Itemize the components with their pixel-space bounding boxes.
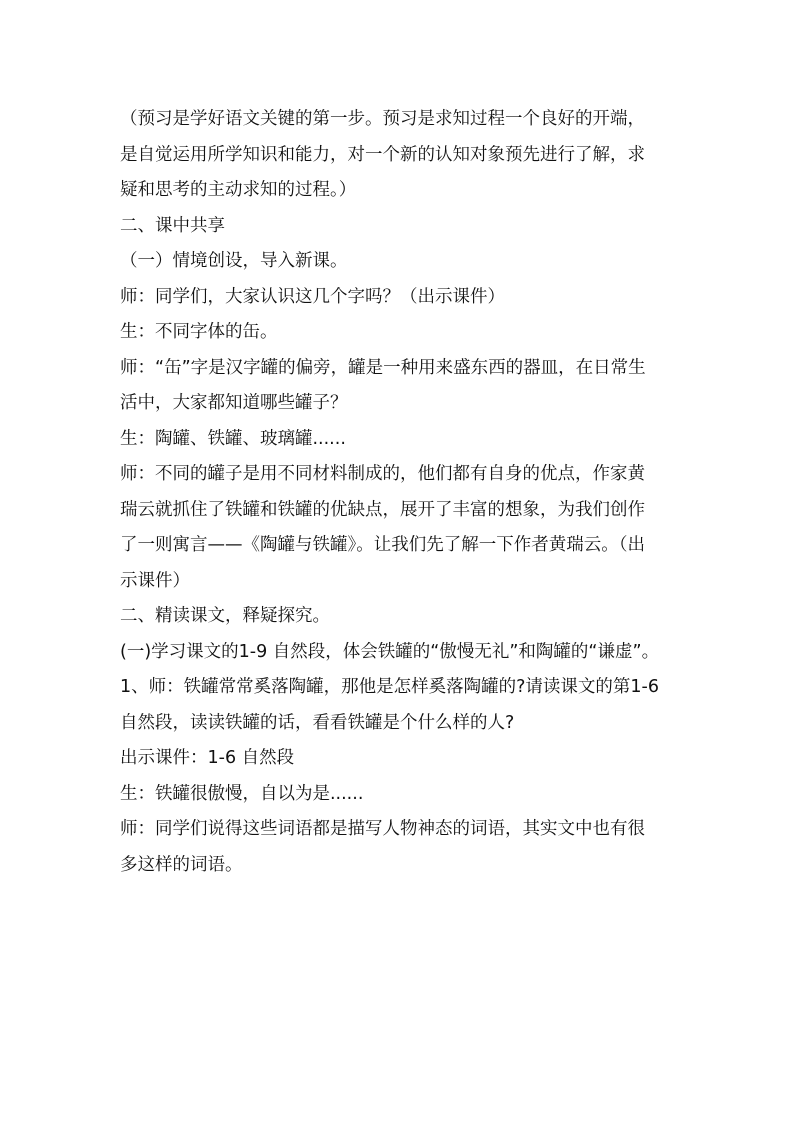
teacher-line: 1、师：铁罐常常奚落陶罐，那他是怎样奚落陶罐的?请读课文的第1-6	[120, 677, 660, 697]
subsection-heading: （一）情境创设，导入新课。	[120, 251, 348, 271]
student-line: 生：不同字体的缶。	[120, 322, 278, 342]
student-line: 生：陶罐、铁罐、玻璃罐......	[120, 428, 346, 449]
paragraph-line: 疑和思考的主动求知的过程。）	[120, 180, 357, 200]
teacher-line-continued: 活中，大家都知道哪些罐子？	[120, 393, 348, 413]
teacher-line-continued: 多这样的词语。	[120, 854, 243, 875]
teacher-line: 师：同学们说得这些词语都是描写人物神态的词语，其实文中也有很	[120, 819, 645, 839]
document-body	[120, 102, 680, 883]
section-heading: 二、精读课文，释疑探究。	[120, 606, 330, 626]
teacher-line: 师：不同的罐子是用不同材料制成的，他们都有自身的优点，作家黄	[120, 464, 645, 484]
section-heading: 二、课中共享	[120, 215, 225, 236]
subsection-heading: (一)学习课文的1-9 自然段，体会铁罐的“傲慢无礼”和陶罐的“谦虚”。	[120, 641, 660, 662]
paragraph-line: 是自觉运用所学知识和能力，对一个新的认知对象预先进行了解，求	[120, 144, 645, 165]
teacher-line-continued: 自然段，读读铁罐的话，看看铁罐是个什么样的人?	[120, 712, 515, 733]
courseware-note: 出示课件：1-6 自然段	[120, 748, 295, 768]
teacher-line: 师：“缶”字是汉字罐的偏旁，罐是一种用来盛东西的器皿，在日常生	[120, 357, 646, 378]
teacher-line-continued: 了一则寓言——《陶罐与铁罐》。让我们先了解一下作者黄瑞云。（出	[120, 535, 645, 555]
teacher-line: 师：同学们，大家认识这几个字吗？（出示课件）	[120, 286, 505, 307]
teacher-line-continued: 瑞云就抓住了铁罐和铁罐的优缺点，展开了丰富的想象，为我们创作	[120, 499, 645, 520]
student-line: 生：铁罐很傲慢，自以为是......	[120, 783, 364, 804]
teacher-line-continued: 示课件）	[120, 570, 190, 591]
paragraph-line: （预习是学好语文关键的第一步。预习是求知过程一个良好的开端，	[120, 109, 645, 129]
